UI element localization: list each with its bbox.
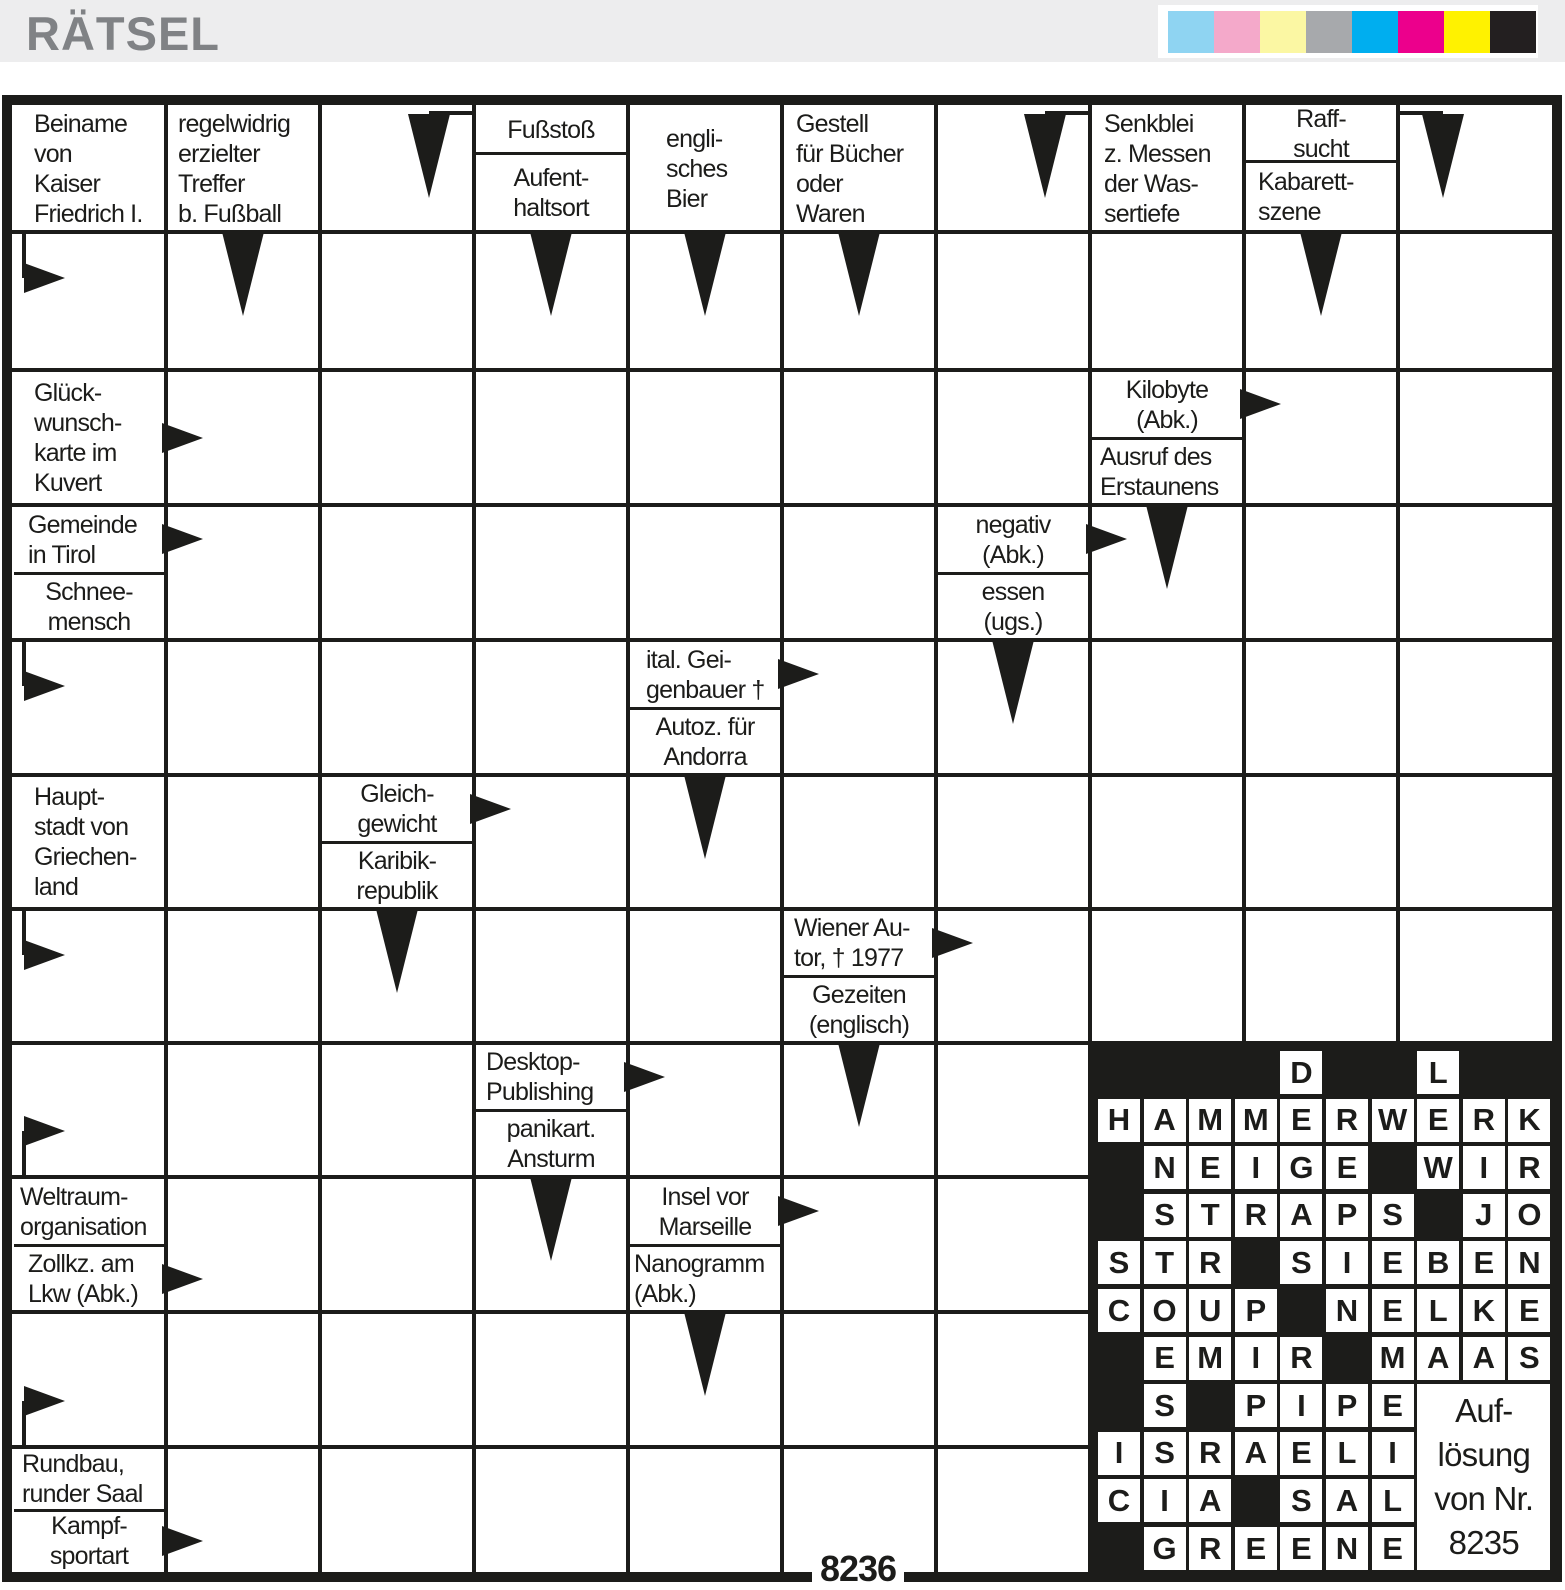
clue-text-line: Schnee-: [45, 577, 133, 606]
answer-down-arrow: [408, 114, 450, 198]
clue-cell-fussstoss-aufenthaltsort-top: [476, 107, 626, 152]
answer-right-arrow: [624, 1062, 665, 1092]
clue-cell-negativ-essen-top: [938, 507, 1088, 572]
clue-text-line: sches: [666, 154, 728, 183]
clue-text-line: runder Saal: [22, 1480, 143, 1508]
solution-letter-cell: P: [1326, 1384, 1368, 1427]
puzzle-number: 8236: [812, 1548, 904, 1588]
solution-letter-cell: I: [1098, 1432, 1140, 1475]
grid-line-vertical: [164, 105, 168, 1572]
solution-letter-cell: S: [1508, 1337, 1550, 1380]
grid-line-horizontal: [12, 907, 1552, 911]
color-swatch: [1490, 11, 1536, 53]
clue-cell-insel-nanogramm-top: [630, 1179, 780, 1244]
solution-note-line: 8235: [1448, 1524, 1519, 1562]
clue-text-line: haltsort: [513, 193, 589, 222]
solution-letter-cell: E: [1280, 1527, 1322, 1570]
color-swatch: [1444, 11, 1490, 53]
answer-right-arrow: [24, 1386, 65, 1416]
solution-note-line: lösung: [1437, 1436, 1530, 1474]
clue-text-line: panikart.: [506, 1114, 596, 1143]
solution-letter-cell: N: [1326, 1289, 1368, 1332]
clue-text-line: Gemeinde: [28, 510, 137, 539]
solution-letter-cell: E: [1508, 1289, 1550, 1332]
crossword-grid: [2, 95, 1562, 1582]
clue-text-line: negativ: [975, 510, 1051, 539]
solution-letter-cell: P: [1326, 1194, 1368, 1237]
grid-line-horizontal: [12, 368, 1552, 372]
clue-cell-desktop-publishing-ansturm-bottom: [476, 1112, 626, 1175]
color-calibration-bar: [1158, 5, 1538, 58]
solution-letter-cell: L: [1417, 1289, 1459, 1332]
answer-right-arrow: [778, 659, 819, 689]
solution-letter-cell: M: [1189, 1099, 1231, 1142]
solution-note-line: Auf-: [1455, 1392, 1513, 1430]
answer-down-arrow: [1422, 114, 1464, 198]
solution-letter-cell: L: [1417, 1051, 1459, 1094]
clue-cell-insel-nanogramm-bottom: [630, 1247, 780, 1310]
clue-cell-beiname-kaiser: [14, 107, 164, 230]
solution-letter-cell: N: [1508, 1241, 1550, 1284]
solution-letter-cell: S: [1098, 1241, 1140, 1284]
solution-letter-cell: T: [1144, 1241, 1186, 1284]
color-swatch: [1306, 11, 1352, 53]
solution-letter-cell: S: [1144, 1194, 1186, 1237]
clue-text-line: Zollkz. am: [28, 1249, 134, 1278]
solution-letter-cell: R: [1326, 1099, 1368, 1142]
answer-down-arrow: [684, 775, 726, 859]
answer-right-arrow: [778, 1196, 819, 1226]
clue-cell-rundbau-kampfsportart-top: [14, 1449, 164, 1509]
clue-cell-kilobyte-ausruf-top: [1092, 372, 1242, 437]
clue-cell-regelwidriger-treffer: [168, 107, 318, 230]
solution-letter-cell: N: [1144, 1146, 1186, 1189]
solution-letter-cell: R: [1508, 1146, 1550, 1189]
clue-text-line: genbauer †: [646, 675, 765, 704]
answer-right-arrow: [1086, 524, 1127, 554]
clue-cell-wiener-autor-gezeiten-bottom: [784, 978, 934, 1041]
clue-text-line: Gleich-: [360, 780, 434, 808]
clue-cell-weltraum-zollkennzeichen-bottom: [14, 1247, 164, 1310]
clue-text-line: (Abk.): [982, 540, 1044, 569]
clue-text-line: Gestell: [796, 109, 869, 138]
answer-right-arrow: [932, 928, 973, 958]
solution-letter-cell: S: [1144, 1432, 1186, 1475]
solution-letter-cell: N: [1326, 1527, 1368, 1570]
solution-letter-cell: I: [1144, 1479, 1186, 1522]
clue-text-line: z. Messen: [1104, 139, 1211, 168]
clue-text-line: von: [34, 139, 72, 168]
solution-letter-cell: O: [1508, 1194, 1550, 1237]
clue-text-line: Senkblei: [1104, 109, 1194, 138]
clue-text-line: land: [34, 873, 79, 901]
solution-letter-cell: A: [1463, 1337, 1505, 1380]
clue-text-line: essen: [981, 577, 1045, 606]
solution-letter-cell: A: [1417, 1337, 1459, 1380]
clue-text-line: Bier: [666, 184, 708, 213]
solution-letter-cell: I: [1235, 1337, 1277, 1380]
clue-text-line: stadt von: [34, 813, 129, 841]
clue-text-line: Kuvert: [34, 468, 102, 497]
clue-text-line: in Tirol: [28, 540, 96, 569]
solution-letter-cell: E: [1372, 1289, 1414, 1332]
clue-text-line: (englisch): [808, 1010, 910, 1039]
clue-text-line: Karibik-: [357, 846, 437, 875]
clue-text-line: Erstaunens: [1100, 472, 1219, 501]
clue-text-line: Ansturm: [507, 1144, 595, 1173]
answer-down-arrow: [684, 232, 726, 316]
clue-text-line: ital. Gei-: [646, 645, 732, 674]
solution-letter-cell: O: [1144, 1289, 1186, 1332]
solution-letter-cell: R: [1463, 1099, 1505, 1142]
clue-text-line: Desktop-: [486, 1048, 580, 1076]
answer-down-arrow: [838, 232, 880, 316]
grid-line-horizontal: [12, 773, 1552, 777]
solution-note: [1417, 1384, 1550, 1570]
clue-text-line: Marseille: [658, 1212, 752, 1241]
answer-down-arrow: [992, 640, 1034, 724]
solution-note-line: von Nr.: [1434, 1480, 1534, 1518]
solution-letter-cell: M: [1235, 1099, 1277, 1142]
solution-letter-cell: A: [1144, 1099, 1186, 1142]
solution-letter-cell: G: [1280, 1146, 1322, 1189]
clue-text-line: Insel vor: [661, 1182, 749, 1211]
clue-text-line: Griechen-: [34, 843, 137, 871]
solution-letter-cell: I: [1280, 1384, 1322, 1427]
clue-text-line: republik: [356, 876, 438, 905]
clue-text-line: mensch: [47, 607, 131, 636]
solution-letter-cell: S: [1372, 1194, 1414, 1237]
solution-letter-cell: R: [1189, 1527, 1231, 1570]
clue-cell-hauptstadt-griechenland: [14, 777, 164, 907]
clue-cell-glueckwunschkarte: [14, 372, 164, 503]
clue-text-line: Kilobyte: [1125, 375, 1209, 404]
solution-letter-cell: M: [1372, 1337, 1414, 1380]
answer-right-arrow: [470, 794, 511, 824]
solution-letter-cell: I: [1235, 1146, 1277, 1189]
solution-letter-cell: A: [1280, 1194, 1322, 1237]
answer-down-arrow: [1300, 232, 1342, 316]
answer-right-arrow: [162, 1264, 203, 1294]
clue-cell-negativ-essen-bottom: [938, 575, 1088, 638]
color-swatch: [1398, 11, 1444, 53]
clue-text-line: erzielter: [178, 139, 260, 168]
clue-text-line: Andorra: [663, 742, 747, 771]
solution-letter-cell: E: [1417, 1099, 1459, 1142]
clue-cell-raffsucht-kabarettszene-bottom: [1246, 163, 1396, 230]
clue-text-line: organisation: [20, 1212, 147, 1241]
clue-text-line: Wiener Au-: [794, 914, 910, 942]
clue-text-line: Rundbau,: [22, 1450, 125, 1478]
clue-text-line: gewicht: [357, 810, 437, 838]
clue-text-line: b. Fußball: [178, 199, 282, 228]
clue-cell-gemeinde-schneemensch-top: [14, 507, 164, 572]
solution-letter-cell: P: [1235, 1289, 1277, 1332]
clue-text-line: oder: [796, 169, 843, 198]
color-swatch: [1214, 11, 1260, 53]
solution-letter-cell: E: [1235, 1527, 1277, 1570]
clue-text-line: engli-: [666, 124, 723, 153]
grid-line-vertical: [780, 105, 784, 1572]
answer-right-arrow: [162, 524, 203, 554]
clue-text-line: regelwidrig: [178, 109, 291, 138]
solution-letter-cell: T: [1189, 1194, 1231, 1237]
answer-right-arrow: [24, 1116, 65, 1146]
clue-text-line: der Was-: [1104, 169, 1199, 198]
solution-letter-cell: E: [1326, 1146, 1368, 1189]
solution-letter-cell: E: [1372, 1384, 1414, 1427]
answer-down-arrow: [684, 1312, 726, 1396]
clue-cell-wiener-autor-gezeiten-top: [784, 911, 934, 975]
clue-text-line: Autoz. für: [655, 712, 755, 741]
solution-letter-cell: I: [1463, 1146, 1505, 1189]
solution-letter-cell: E: [1280, 1099, 1322, 1142]
color-swatch: [1260, 11, 1306, 53]
clue-cell-gleichgewicht-karibik-bottom: [322, 844, 472, 907]
clue-text-line: Kampf-: [51, 1512, 127, 1540]
solution-letter-cell: K: [1508, 1099, 1550, 1142]
answer-down-arrow: [376, 909, 418, 993]
answer-down-arrow: [530, 232, 572, 316]
solution-letter-cell: A: [1235, 1432, 1277, 1475]
clue-cell-kilobyte-ausruf-bottom: [1092, 440, 1242, 503]
solution-letter-cell: G: [1144, 1527, 1186, 1570]
solution-letter-cell: A: [1189, 1479, 1231, 1522]
clue-cell-senkblei: [1092, 107, 1242, 230]
grid-line-horizontal: [12, 503, 1552, 507]
clue-cell-gestell-buecher: [784, 107, 934, 230]
clue-cell-rundbau-kampfsportart-bottom: [14, 1512, 164, 1570]
clue-cell-englisches-bier: [630, 107, 780, 230]
grid-line-vertical: [472, 105, 476, 1572]
answer-right-arrow: [1240, 389, 1281, 419]
clue-text-line: sertiefe: [1104, 199, 1180, 228]
solution-letter-cell: E: [1280, 1432, 1322, 1475]
clue-text-line: (ugs.): [983, 607, 1043, 636]
solution-letter-cell: E: [1189, 1146, 1231, 1189]
clue-text-line: Weltraum-: [20, 1182, 128, 1211]
clue-cell-weltraum-zollkennzeichen-top: [14, 1179, 164, 1244]
grid-line-vertical: [934, 105, 938, 1572]
clue-text-line: Friedrich I.: [34, 199, 143, 228]
solution-letter-cell: H: [1098, 1099, 1140, 1142]
solution-letter-cell: R: [1280, 1337, 1322, 1380]
page-title: RÄTSEL: [26, 7, 220, 60]
clue-text-line: Nanogramm: [634, 1249, 765, 1278]
solution-letter-cell: L: [1326, 1432, 1368, 1475]
clue-text-line: Beiname: [34, 109, 128, 138]
solution-letter-cell: E: [1372, 1241, 1414, 1284]
clue-cell-gemeinde-schneemensch-bottom: [14, 575, 164, 638]
clue-text-line: Glück-: [34, 378, 102, 407]
solution-letter-cell: S: [1144, 1384, 1186, 1427]
clue-text-line: Ausruf des: [1100, 442, 1212, 471]
solution-letter-cell: A: [1326, 1479, 1368, 1522]
answer-right-arrow: [24, 671, 65, 701]
solution-letter-cell: S: [1280, 1241, 1322, 1284]
solution-letter-cell: M: [1189, 1337, 1231, 1380]
solution-letter-cell: W: [1372, 1099, 1414, 1142]
answer-down-arrow: [222, 232, 264, 316]
clue-cell-fussstoss-aufenthaltsort-bottom: [476, 155, 626, 230]
answer-down-arrow: [1024, 114, 1066, 198]
clue-text-line: Gezeiten: [812, 980, 906, 1009]
clue-text-line: wunsch-: [34, 408, 122, 437]
clue-text-line: (Abk.): [1136, 405, 1198, 434]
answer-right-arrow: [24, 263, 65, 293]
clue-text-line: Kaiser: [34, 169, 101, 198]
clue-text-line: tor, † 1977: [794, 944, 904, 972]
clue-cell-gleichgewicht-karibik-top: [322, 777, 472, 841]
clue-text-line: szene: [1258, 197, 1321, 226]
solution-letter-cell: E: [1463, 1241, 1505, 1284]
answer-right-arrow: [162, 1526, 203, 1556]
solution-letter-cell: R: [1189, 1241, 1231, 1284]
solution-letter-cell: C: [1098, 1289, 1140, 1332]
solution-letter-cell: I: [1326, 1241, 1368, 1284]
solution-letter-cell: E: [1144, 1337, 1186, 1380]
answer-down-arrow: [838, 1043, 880, 1127]
color-swatch: [1352, 11, 1398, 53]
clue-text-line: Aufent-: [513, 163, 589, 192]
clue-text-line: sportart: [49, 1542, 129, 1570]
solution-letter-cell: S: [1280, 1479, 1322, 1522]
color-swatch: [1168, 11, 1214, 53]
clue-text-line: Lkw (Abk.): [28, 1279, 139, 1308]
solution-letter-cell: L: [1372, 1479, 1414, 1522]
solution-letter-cell: D: [1280, 1051, 1322, 1094]
answer-down-arrow: [1146, 505, 1188, 589]
grid-line-horizontal: [12, 638, 1552, 642]
clue-text-line: für Bücher: [796, 139, 904, 168]
clue-text-line: sucht: [1293, 134, 1349, 160]
solution-letter-cell: C: [1098, 1479, 1140, 1522]
solution-letter-cell: J: [1463, 1194, 1505, 1237]
solution-letter-cell: K: [1463, 1289, 1505, 1332]
clue-text-line: Raff-: [1296, 107, 1346, 133]
solution-letter-cell: R: [1235, 1194, 1277, 1237]
clue-text-line: Treffer: [178, 169, 245, 198]
clue-text-line: Fußstoß: [507, 115, 595, 144]
clue-text-line: Kabarett-: [1258, 167, 1354, 196]
clue-text-line: (Abk.): [634, 1279, 696, 1308]
clue-text-line: karte im: [34, 438, 117, 467]
solution-letter-cell: P: [1235, 1384, 1277, 1427]
clue-cell-geigenbauer-autozeichen-bottom: [630, 710, 780, 773]
header-band: [0, 0, 1565, 62]
solution-letter-cell: I: [1372, 1432, 1414, 1475]
answer-right-arrow: [162, 423, 203, 453]
clue-cell-raffsucht-kabarettszene-top: [1246, 107, 1396, 160]
clue-text-line: Publishing: [486, 1078, 594, 1106]
solution-letter-cell: B: [1417, 1241, 1459, 1284]
solution-letter-cell: U: [1189, 1289, 1231, 1332]
clue-text-line: Haupt-: [34, 783, 105, 811]
clue-cell-desktop-publishing-ansturm-top: [476, 1045, 626, 1109]
solution-letter-cell: R: [1189, 1432, 1231, 1475]
clue-cell-geigenbauer-autozeichen-top: [630, 642, 780, 707]
answer-right-arrow: [24, 940, 65, 970]
clue-text-line: Waren: [796, 199, 865, 228]
solution-letter-cell: E: [1372, 1527, 1414, 1570]
solution-letter-cell: W: [1417, 1146, 1459, 1189]
grid-line-vertical: [626, 105, 630, 1572]
answer-down-arrow: [530, 1177, 572, 1261]
